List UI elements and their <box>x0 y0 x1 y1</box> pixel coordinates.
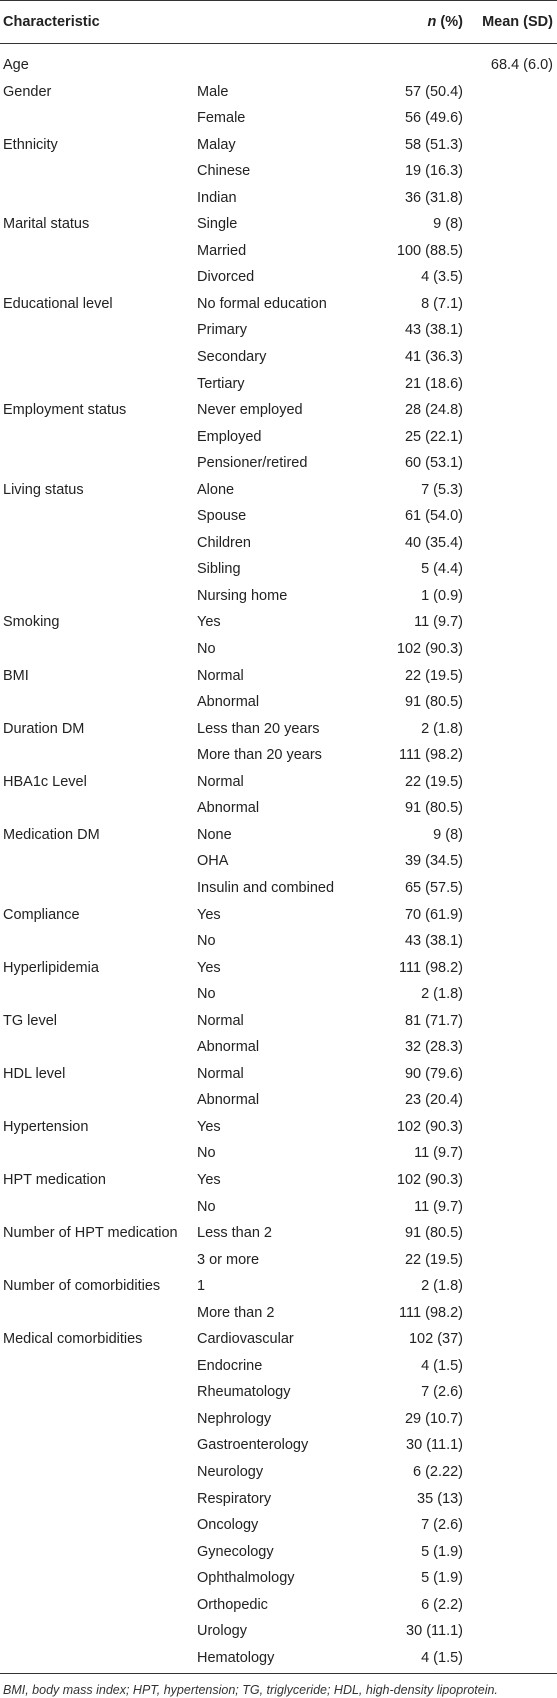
table-row <box>0 1568 557 1595</box>
cell-category: Normal <box>197 773 244 790</box>
table-row <box>0 55 557 82</box>
table-row <box>0 825 557 852</box>
cell-category: Yes <box>197 959 221 976</box>
table-row <box>0 931 557 958</box>
cell-n-percent: 2 (1.8) <box>421 986 463 1003</box>
table-row <box>0 1197 557 1224</box>
table-row <box>0 772 557 799</box>
cell-category: No <box>197 933 216 950</box>
cell-n-percent: 11 (9.7) <box>414 1145 463 1162</box>
cell-n-percent: 91 (80.5) <box>404 800 463 817</box>
cell-n-percent: 5 (1.9) <box>421 1543 463 1560</box>
cell-n-percent: 22 (19.5) <box>404 1251 463 1268</box>
cell-characteristic: Number of comorbidities <box>3 1278 161 1295</box>
cell-category: Less than 20 years <box>197 720 320 737</box>
table-row <box>0 666 557 693</box>
cell-n-percent: 111 (98.2) <box>399 747 463 764</box>
table-row <box>0 347 557 374</box>
table-row <box>0 161 557 188</box>
cell-n-percent: 11 (9.7) <box>414 1198 463 1215</box>
cell-n-percent: 2 (1.8) <box>421 1278 463 1295</box>
table-row <box>0 214 557 241</box>
cell-mean-sd: 68.4 (6.0) <box>490 57 553 73</box>
table-row <box>0 1542 557 1569</box>
cell-category: Cardiovascular <box>197 1331 294 1348</box>
cell-characteristic: Gender <box>3 83 52 100</box>
table-row <box>0 1011 557 1038</box>
cell-characteristic: Educational level <box>3 295 113 312</box>
table-row <box>0 1117 557 1144</box>
cell-characteristic: Duration DM <box>3 720 85 737</box>
cell-category: Orthopedic <box>197 1596 268 1613</box>
table-row <box>0 639 557 666</box>
cell-category: Gynecology <box>197 1543 274 1560</box>
cell-n-percent: 35 (13) <box>417 1490 463 1507</box>
cell-category: Employed <box>197 428 262 445</box>
cell-n-percent: 100 (88.5) <box>396 242 463 259</box>
cell-n-percent: 32 (28.3) <box>404 1039 463 1056</box>
cell-n-percent: 4 (1.5) <box>421 1649 463 1666</box>
cell-n-percent: 22 (19.5) <box>404 773 463 790</box>
table-row <box>0 1489 557 1516</box>
cell-characteristic: HDL level <box>3 1065 66 1082</box>
table-bottom-rule <box>0 1673 557 1674</box>
table-row <box>0 1223 557 1250</box>
cell-category: Tertiary <box>197 375 245 392</box>
cell-category: Rheumatology <box>197 1384 291 1401</box>
cell-n-percent: 2 (1.8) <box>421 720 463 737</box>
cell-category: Endocrine <box>197 1357 263 1374</box>
header-n-symbol: n <box>427 14 437 30</box>
cell-category: Hematology <box>197 1649 275 1666</box>
cell-n-percent: 7 (2.6) <box>421 1384 463 1401</box>
cell-category: Gastroenterology <box>197 1437 309 1454</box>
cell-category: Secondary <box>197 349 267 366</box>
cell-characteristic: Age <box>3 57 29 73</box>
cell-category: Ophthalmology <box>197 1570 295 1587</box>
cell-n-percent: 8 (7.1) <box>421 295 463 312</box>
table-row <box>0 958 557 985</box>
cell-n-percent: 81 (71.7) <box>404 1012 463 1029</box>
cell-characteristic: TG level <box>3 1012 57 1029</box>
cell-n-percent: 7 (5.3) <box>421 481 463 498</box>
table-row <box>0 1382 557 1409</box>
table-header-rule <box>0 43 557 44</box>
cell-category: Abnormal <box>197 1039 260 1056</box>
header-characteristic: Characteristic <box>3 14 100 30</box>
cell-category: None <box>197 826 232 843</box>
cell-n-percent: 30 (11.1) <box>406 1623 463 1640</box>
cell-n-percent: 60 (53.1) <box>404 455 463 472</box>
cell-characteristic: Medication DM <box>3 826 100 843</box>
cell-characteristic: HPT medication <box>3 1171 106 1188</box>
cell-category: No <box>197 641 216 658</box>
cell-category: Married <box>197 242 247 259</box>
cell-characteristic: Compliance <box>3 906 80 923</box>
table-row <box>0 798 557 825</box>
cell-category: Yes <box>197 614 221 631</box>
cell-category: Respiratory <box>197 1490 272 1507</box>
table-row <box>0 1515 557 1542</box>
table-row <box>0 586 557 613</box>
cell-n-percent: 43 (38.1) <box>404 322 463 339</box>
table-row <box>0 320 557 347</box>
cell-n-percent: 102 (90.3) <box>396 1118 463 1135</box>
table-row <box>0 878 557 905</box>
cell-n-percent: 9 (8) <box>433 826 463 843</box>
cell-category: Divorced <box>197 269 255 286</box>
cell-characteristic: Hyperlipidemia <box>3 959 99 976</box>
cell-n-percent: 1 (0.9) <box>421 587 463 604</box>
table-row <box>0 1595 557 1622</box>
cell-n-percent: 4 (1.5) <box>421 1357 463 1374</box>
cell-category: No <box>197 986 216 1003</box>
cell-n-percent: 90 (79.6) <box>404 1065 463 1082</box>
cell-category: Yes <box>197 1171 221 1188</box>
cell-n-percent: 6 (2.22) <box>413 1463 463 1480</box>
cell-category: No <box>197 1198 216 1215</box>
table-row <box>0 480 557 507</box>
cell-n-percent: 21 (18.6) <box>404 375 463 392</box>
table-row <box>0 1356 557 1383</box>
cell-category: Pensioner/retired <box>197 455 308 472</box>
cell-n-percent: 41 (36.3) <box>404 349 463 366</box>
table-row <box>0 241 557 268</box>
table-row <box>0 1621 557 1648</box>
cell-n-percent: 65 (57.5) <box>404 879 463 896</box>
table-row <box>0 1143 557 1170</box>
cell-n-percent: 11 (9.7) <box>414 614 463 631</box>
cell-category: Sibling <box>197 561 241 578</box>
table-row <box>0 851 557 878</box>
cell-category: Primary <box>197 322 247 339</box>
cell-category: Abnormal <box>197 1092 260 1109</box>
table-row <box>0 1462 557 1489</box>
cell-category: Children <box>197 534 251 551</box>
cell-n-percent: 61 (54.0) <box>404 508 463 525</box>
table-row <box>0 559 557 586</box>
cell-n-percent: 29 (10.7) <box>404 1410 463 1427</box>
table-row <box>0 745 557 772</box>
table-row <box>0 453 557 480</box>
cell-n-percent: 25 (22.1) <box>404 428 463 445</box>
table-row <box>0 905 557 932</box>
cell-n-percent: 23 (20.4) <box>404 1092 463 1109</box>
cell-n-percent: 57 (50.4) <box>404 83 463 100</box>
table-row <box>0 374 557 401</box>
cell-n-percent: 111 (98.2) <box>399 1304 463 1321</box>
cell-category: Alone <box>197 481 235 498</box>
cell-n-percent: 5 (4.4) <box>421 561 463 578</box>
cell-n-percent: 5 (1.9) <box>421 1570 463 1587</box>
cell-n-percent: 4 (3.5) <box>421 269 463 286</box>
cell-category: No <box>197 1145 216 1162</box>
cell-category: Insulin and combined <box>197 879 335 896</box>
cell-n-percent: 56 (49.6) <box>404 110 463 127</box>
cell-category: Urology <box>197 1623 247 1640</box>
table-row <box>0 135 557 162</box>
cell-characteristic: HBA1c Level <box>3 773 87 790</box>
cell-n-percent: 7 (2.6) <box>421 1517 463 1534</box>
table-row <box>0 1170 557 1197</box>
cell-characteristic: Hypertension <box>3 1118 89 1135</box>
table-row <box>0 692 557 719</box>
table-row <box>0 1250 557 1277</box>
header-mean-sd: Mean (SD) <box>482 14 553 30</box>
cell-n-percent: 6 (2.2) <box>421 1596 463 1613</box>
table-row <box>0 1435 557 1462</box>
table-top-rule <box>0 0 557 1</box>
cell-category: 1 <box>197 1278 206 1295</box>
cell-n-percent: 102 (90.3) <box>396 1171 463 1188</box>
cell-category: Indian <box>197 189 237 206</box>
cell-n-percent: 102 (37) <box>408 1331 463 1348</box>
cell-category: More than 20 years <box>197 747 322 764</box>
cell-n-percent: 58 (51.3) <box>404 136 463 153</box>
cell-category: Yes <box>197 906 221 923</box>
cell-category: Spouse <box>197 508 247 525</box>
table-row <box>0 427 557 454</box>
cell-n-percent: 30 (11.1) <box>406 1437 463 1454</box>
cell-n-percent: 19 (16.3) <box>404 163 463 180</box>
cell-category: Abnormal <box>197 800 260 817</box>
cell-n-percent: 111 (98.2) <box>399 959 463 976</box>
cell-n-percent: 91 (80.5) <box>404 694 463 711</box>
table-row <box>0 82 557 109</box>
cell-n-percent: 91 (80.5) <box>404 1225 463 1242</box>
cell-n-percent: 102 (90.3) <box>396 641 463 658</box>
cell-characteristic: Number of HPT medication <box>3 1225 178 1242</box>
cell-category: Male <box>197 83 229 100</box>
table-row <box>0 533 557 560</box>
cell-category: Abnormal <box>197 694 260 711</box>
table-row <box>0 1276 557 1303</box>
cell-category: Oncology <box>197 1517 259 1534</box>
cell-n-percent: 43 (38.1) <box>404 933 463 950</box>
cell-n-percent: 70 (61.9) <box>404 906 463 923</box>
cell-characteristic: Smoking <box>3 614 60 631</box>
cell-category: Yes <box>197 1118 221 1135</box>
cell-category: Normal <box>197 1065 244 1082</box>
cell-category: Nephrology <box>197 1410 272 1427</box>
cell-category: OHA <box>197 853 229 870</box>
table-row <box>0 1329 557 1356</box>
table-row <box>0 506 557 533</box>
table-row <box>0 719 557 746</box>
table-row <box>0 188 557 215</box>
cell-characteristic: Living status <box>3 481 84 498</box>
cell-characteristic: Marital status <box>3 216 90 233</box>
table-row <box>0 612 557 639</box>
cell-category: Never employed <box>197 402 303 419</box>
table-row <box>0 294 557 321</box>
table-row <box>0 1303 557 1330</box>
table-row <box>0 400 557 427</box>
cell-characteristic: Employment status <box>3 402 127 419</box>
table-footnote: BMI, body mass index; HPT, hypertension; TG, triglyceride; HDL, high-density lipoprotein. <box>3 1683 498 1697</box>
cell-n-percent: 28 (24.8) <box>404 402 463 419</box>
cell-n-percent: 36 (31.8) <box>404 189 463 206</box>
cell-category: Female <box>197 110 246 127</box>
cell-category: Chinese <box>197 163 251 180</box>
header-n-percent <box>381 14 463 30</box>
cell-n-percent: 39 (34.5) <box>404 853 463 870</box>
table-row <box>0 1037 557 1064</box>
header-percent: (%) <box>436 14 463 30</box>
cell-category: Single <box>197 216 238 233</box>
cell-characteristic: BMI <box>3 667 29 684</box>
cell-n-percent: 22 (19.5) <box>404 667 463 684</box>
table-row <box>0 267 557 294</box>
table-row <box>0 1064 557 1091</box>
table-row <box>0 1409 557 1436</box>
table-row <box>0 1090 557 1117</box>
cell-category: Less than 2 <box>197 1225 272 1242</box>
cell-n-percent: 9 (8) <box>433 216 463 233</box>
table-body <box>0 55 557 1674</box>
cell-category: Nursing home <box>197 587 288 604</box>
table-row <box>0 984 557 1011</box>
cell-category: Normal <box>197 667 244 684</box>
cell-characteristic: Ethnicity <box>3 136 58 153</box>
cell-category: More than 2 <box>197 1304 275 1321</box>
cell-n-percent: 40 (35.4) <box>404 534 463 551</box>
cell-category: No formal education <box>197 295 327 312</box>
table-row <box>0 1648 557 1675</box>
cell-category: 3 or more <box>197 1251 260 1268</box>
table-row <box>0 108 557 135</box>
cell-category: Malay <box>197 136 236 153</box>
cell-characteristic: Medical comorbidities <box>3 1331 143 1348</box>
cell-category: Neurology <box>197 1463 264 1480</box>
cell-category: Normal <box>197 1012 244 1029</box>
